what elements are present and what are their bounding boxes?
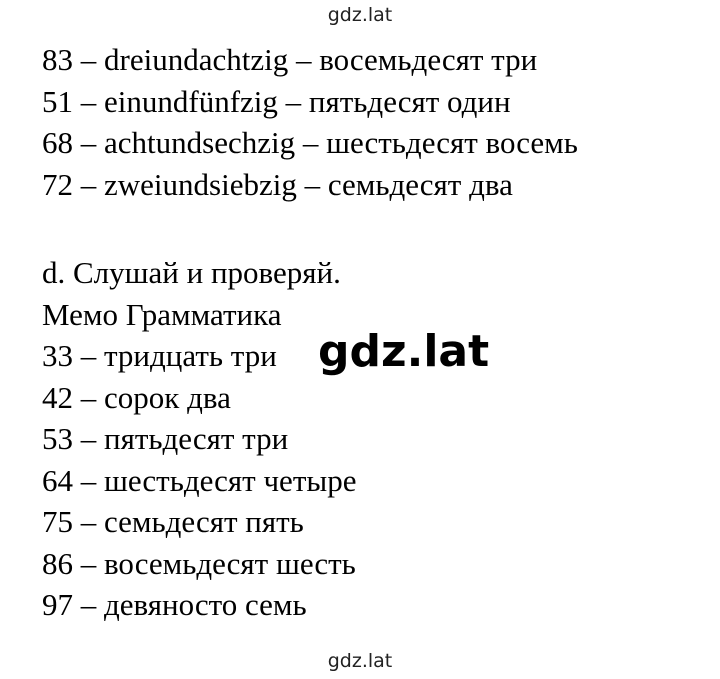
watermark-top: gdz.lat [327, 4, 393, 26]
list-item: 75 – семьдесят пять [42, 504, 304, 539]
list-item: 86 – восемьдесят шесть [42, 545, 356, 581]
list-item: 64 – шестьдесят четыре [42, 462, 357, 498]
list-item: 83 – dreiundachtzig – восемьдесят три [42, 42, 538, 77]
list-item: 97 – девяносто семь [42, 587, 307, 622]
list-item: 42 – сорок два [42, 379, 231, 415]
list-item: 33 – тридцать три [42, 338, 277, 373]
list-item: 51 – einundfünfzig – пятьдесят один [42, 83, 511, 119]
list-item: 53 – пятьдесят три [42, 421, 289, 456]
list-item: 72 – zweiundsiebzig – семьдесят два [42, 166, 513, 202]
list-item: 68 – achtundsechzig – шестьдесят восемь [42, 125, 578, 160]
section-subheading: Мемо Грамматика [42, 296, 282, 332]
section-heading: d. Слушай и проверяй. [42, 255, 341, 290]
watermark-center: gdz.lat [312, 326, 495, 378]
number-list-german [42, 39, 578, 205]
number-list-russian [42, 252, 356, 626]
watermark-bottom: gdz.lat [327, 650, 393, 672]
